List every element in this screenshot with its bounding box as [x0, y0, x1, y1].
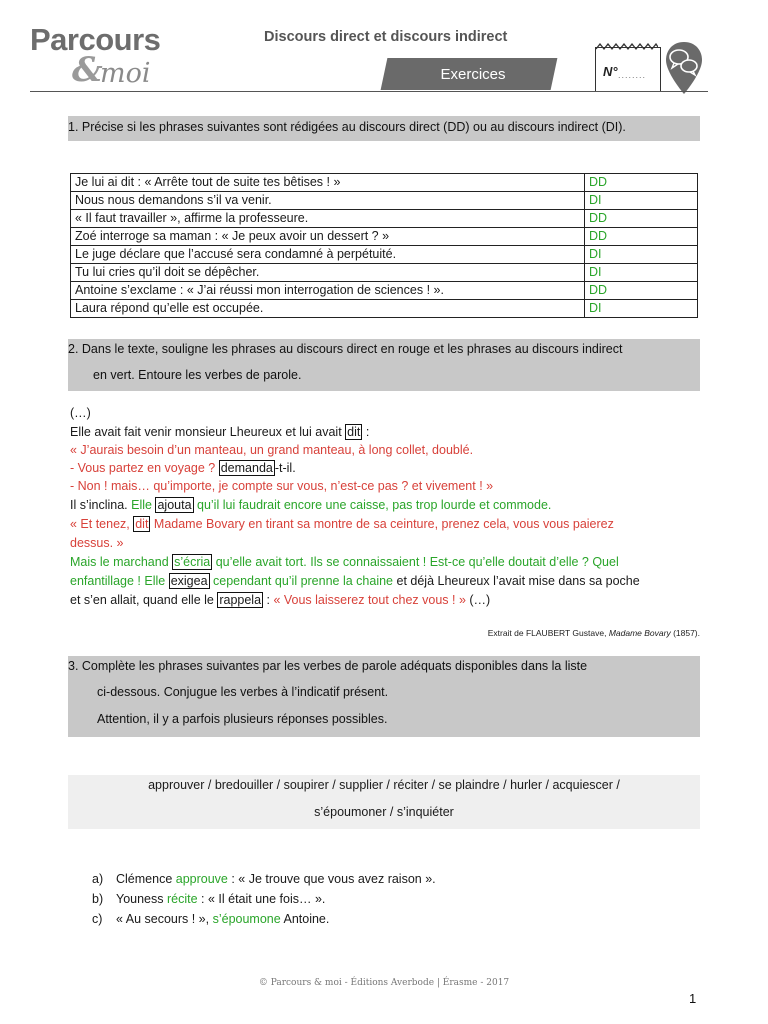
table-answer: DD — [585, 174, 698, 192]
excerpt-text: Elle avait fait venir monsieur Lheureux et lui avait — [70, 425, 346, 439]
source-text: (1857). — [670, 628, 700, 638]
excerpt-text-direct: « Vous laisserez tout chez vous ! » — [273, 593, 466, 607]
excerpt-text-indirect: qu’il lui faudrait encore une caisse, pas trop lourde et commode. — [193, 498, 552, 512]
table-answer: DD — [585, 228, 698, 246]
answer-text: « Au secours ! », — [116, 912, 213, 926]
answer-letter: a) — [92, 872, 104, 886]
answer-text: : « Je trouve que vous avez raison ». — [227, 872, 436, 886]
answer-text: Youness — [116, 892, 167, 906]
table-answer: DI — [585, 264, 698, 282]
word-bank-line-1: approuver / bredouiller / soupirer / supplier / réciter / se plaindre / hurler / acquiescer / — [148, 778, 620, 792]
number-dots: ........ — [618, 70, 647, 80]
table-sentence: Laura répond qu’elle est occupée. — [71, 300, 585, 318]
speech-bubbles-pin-icon — [664, 40, 704, 96]
excerpt-line — [70, 498, 551, 512]
source-book-title: Madame Bovary — [608, 628, 671, 638]
excerpt-text: et s’en allait, quand elle le — [70, 593, 218, 607]
answer-text: Clémence — [116, 872, 176, 886]
question-1-instruction: 1. Précise si les phrases suivantes sont rédigées au discours direct (DD) ou au discours indirect (DI). — [68, 120, 626, 134]
table-answer: DI — [585, 246, 698, 264]
question-3-bar — [68, 656, 700, 737]
excerpt-text: (…) — [465, 593, 491, 607]
excerpt-text: : — [263, 593, 274, 607]
excerpt-source — [488, 628, 700, 638]
table-sentence: Tu lui cries qu’il doit se dépêcher. — [71, 264, 585, 282]
excerpt-text: et déjà Lheureux l’avait mise dans sa poche — [393, 574, 640, 588]
word-bank — [68, 775, 700, 829]
logo-parcours: Parcours — [30, 22, 161, 57]
excerpt-line — [70, 593, 490, 607]
answer-verb: récite — [166, 892, 198, 906]
excerpt-text-indirect: qu’elle avait tort. Ils se connaissaient ! Est-ce qu’elle doutait d’elle ? Quel — [212, 555, 619, 569]
table-row — [71, 246, 698, 264]
excerpt-line — [70, 574, 640, 588]
speech-verb-box: s’écria — [174, 555, 211, 569]
answer-item — [92, 872, 436, 886]
excerpt-text-indirect: cependant qu’il prenne la chaine — [209, 574, 394, 588]
footer-copyright: © Parcours & moi - Éditions Averbode | Érasme - 2017 — [258, 978, 510, 988]
dd-di-table — [70, 173, 698, 318]
table-row — [71, 228, 698, 246]
question-3-instruction-line-1: 3. Complète les phrases suivantes par les verbes de parole adéquats disponibles dans la liste — [68, 659, 588, 673]
excerpt-text-direct: Madame Bovary en tirant sa montre de sa ceinture, prenez cela, vous vous paierez — [150, 517, 614, 531]
table-row — [71, 300, 698, 318]
table-row — [71, 264, 698, 282]
excerpt-line — [70, 517, 614, 531]
excerpt-line — [70, 425, 369, 439]
answer-text: Antoine. — [280, 912, 330, 926]
document-title: Discours direct et discours indirect — [264, 29, 508, 45]
excerpt-text-indirect: Mais le marchand — [70, 555, 173, 569]
excerpt-text-direct: « Et tenez, — [70, 517, 134, 531]
table-answer: DD — [585, 282, 698, 300]
table-sentence: Nous nous demandons s’il va venir. — [71, 192, 585, 210]
number-label: N° — [603, 64, 618, 79]
excerpt-text-indirect: Elle — [131, 498, 156, 512]
number-box-zigzag — [596, 43, 658, 51]
word-bank-line-2: s’époumoner / s’inquiéter — [314, 805, 454, 819]
answer-text: : « Il était une fois… ». — [197, 892, 326, 906]
table-sentence: Antoine s’exclame : « J’ai réussi mon interrogation de sciences ! ». — [71, 282, 585, 300]
header-divider — [30, 91, 708, 92]
table-sentence: Zoé interroge sa maman : « Je peux avoir un dessert ? » — [71, 228, 585, 246]
excerpt-text: : — [362, 425, 370, 439]
excerpt-line — [70, 461, 296, 475]
excerpt-text: Il s’inclina. — [70, 498, 132, 512]
answer-verb: approuve — [175, 872, 228, 886]
table-answer: DI — [585, 300, 698, 318]
table-row — [71, 210, 698, 228]
question-2-instruction-line-2: en vert. Entoure les verbes de parole. — [93, 368, 302, 382]
table-sentence: Je lui ai dit : « Arrête tout de suite tes bêtises ! » — [71, 174, 585, 192]
answer-verb: s’époumone — [212, 912, 281, 926]
excerpt-text-direct: - Vous partez en voyage ? — [70, 461, 219, 475]
answer-letter: c) — [92, 912, 103, 926]
excerpt-line — [70, 406, 91, 420]
page-number: 1 — [689, 991, 697, 1006]
speech-verb-box: ajouta — [157, 498, 192, 512]
speech-verb-box: rappela — [219, 593, 262, 607]
excerpt-text-indirect: enfantillage ! Elle — [70, 574, 169, 588]
question-1-bar — [68, 116, 700, 141]
table-sentence: « Il faut travailler », affirme la professeure. — [71, 210, 585, 228]
speech-verb-box: dit — [347, 425, 361, 439]
table-answer: DI — [585, 192, 698, 210]
excerpt-text: -t-il. — [274, 461, 296, 475]
logo-moi: moi — [100, 58, 151, 89]
excerpt-line-direct: « J’aurais besoin d’un manteau, un grand manteau, à long collet, doublé. — [70, 443, 474, 457]
question-2-instruction-line-1: 2. Dans le texte, souligne les phrases au discours direct en rouge et les phrases au discours indirect — [68, 342, 623, 356]
answer-item — [92, 892, 325, 906]
speech-verb-box: dit — [135, 517, 149, 531]
table-answer: DD — [585, 210, 698, 228]
answer-letter: b) — [92, 892, 104, 906]
excerpt-text: (…) — [70, 406, 91, 420]
exercices-banner-label: Exercices — [440, 66, 506, 83]
excerpt-line-direct: - Non ! mais… qu’importe, je compte sur vous, n’est-ce pas ? et vivement ! » — [70, 479, 494, 493]
question-2-bar — [68, 339, 700, 391]
question-3-instruction-line-3: Attention, il y a parfois plusieurs réponses possibles. — [97, 712, 388, 726]
answer-item — [92, 912, 329, 926]
speech-verb-box: demanda — [220, 461, 273, 475]
excerpt-line — [70, 555, 619, 569]
table-row — [71, 174, 698, 192]
question-3-instruction-line-2: ci-dessous. Conjugue les verbes à l’indicatif présent. — [97, 685, 389, 699]
speech-verb-box: exigea — [170, 574, 208, 588]
table-row — [71, 282, 698, 300]
excerpt-line-direct: dessus. » — [70, 536, 124, 550]
table-sentence: Le juge déclare que l’accusé sera condamné à perpétuité. — [71, 246, 585, 264]
source-text: Extrait de FLAUBERT Gustave, — [487, 628, 609, 638]
table-row — [71, 192, 698, 210]
logo-ampersand: & — [72, 50, 103, 90]
